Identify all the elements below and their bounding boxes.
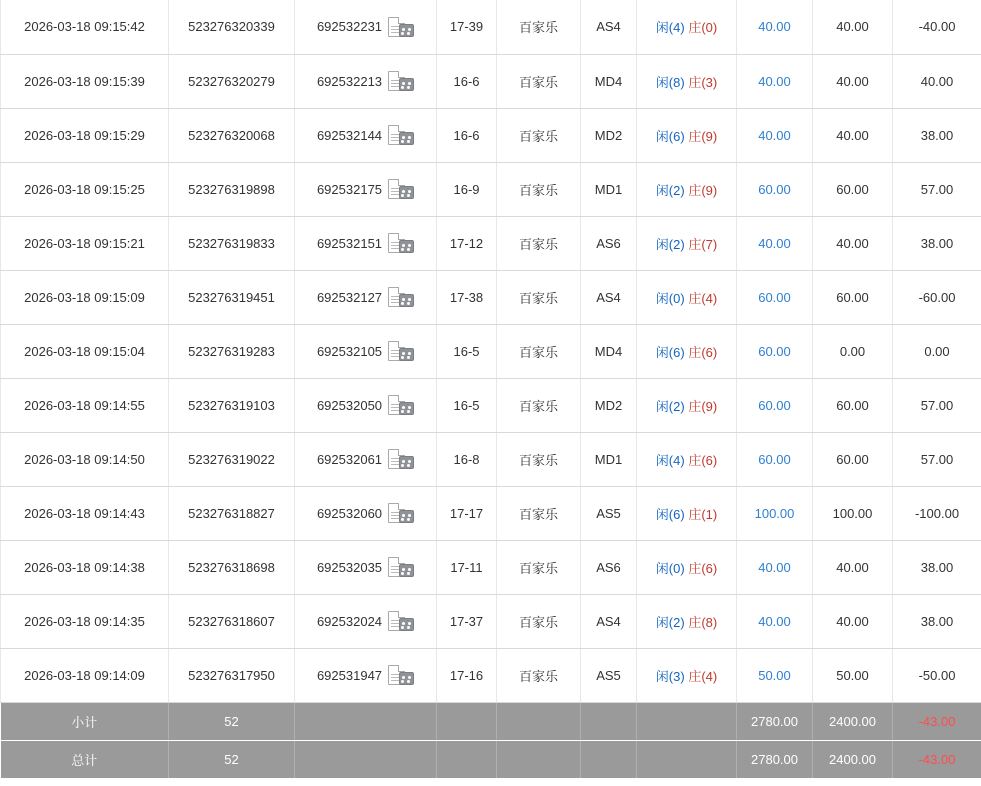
summary-amount: 2780.00	[737, 702, 813, 740]
cell-bet-amount[interactable]	[737, 594, 813, 648]
cell-result-amount: 40.00	[893, 54, 981, 108]
cell-round-no	[295, 0, 437, 54]
round-number: 692532144	[316, 127, 383, 143]
bet-banker-label: 庄(9)	[688, 398, 718, 414]
cell-round-no	[295, 108, 437, 162]
table-row	[1, 216, 981, 270]
summary-result: -43.00	[893, 740, 981, 778]
round-number: 692532151	[316, 235, 383, 251]
cell-bet-detail	[637, 594, 737, 648]
bet-player-label: 闲(0)	[655, 560, 685, 576]
cell-seat-no: 17-37	[437, 594, 497, 648]
bet-player-label: 闲(6)	[655, 506, 685, 522]
bet-banker-label: 庄(6)	[688, 452, 718, 468]
bet-amount-link[interactable]: 40.00	[758, 235, 791, 251]
cell-order-no: 523276319022	[169, 432, 295, 486]
summary-blank-table	[581, 740, 637, 778]
bet-banker-label: 庄(7)	[688, 236, 718, 252]
cell-result-amount: 57.00	[893, 378, 981, 432]
cell-result-amount: 57.00	[893, 432, 981, 486]
cell-bet-amount[interactable]	[737, 648, 813, 702]
bet-player-label: 闲(0)	[655, 290, 685, 306]
cell-game-name: 百家乐	[497, 486, 581, 540]
video-record-icon[interactable]	[388, 503, 414, 523]
cell-game-name: 百家乐	[497, 0, 581, 54]
table-row	[1, 54, 981, 108]
round-number: 692532061	[316, 451, 383, 467]
cell-table-code: AS6	[581, 216, 637, 270]
summary-blank-table	[581, 702, 637, 740]
cell-bet-amount[interactable]	[737, 540, 813, 594]
bet-player-label: 闲(4)	[655, 20, 685, 36]
round-number: 692532035	[316, 559, 383, 575]
cell-bet-time: 2026-03-18 09:15:04	[1, 324, 169, 378]
cell-order-no: 523276319898	[169, 162, 295, 216]
bet-banker-label: 庄(4)	[688, 668, 718, 684]
bet-player-label: 闲(2)	[655, 182, 685, 198]
cell-bet-time: 2026-03-18 09:14:38	[1, 540, 169, 594]
cell-table-code: AS4	[581, 0, 637, 54]
cell-order-no: 523276320339	[169, 0, 295, 54]
video-record-icon[interactable]	[388, 665, 414, 685]
cell-seat-no: 16-5	[437, 378, 497, 432]
round-number: 692532213	[316, 73, 383, 89]
summary-blank-round	[295, 702, 437, 740]
cell-seat-no: 16-9	[437, 162, 497, 216]
table-row	[1, 594, 981, 648]
cell-bet-detail	[637, 108, 737, 162]
cell-round-no	[295, 162, 437, 216]
cell-seat-no: 17-39	[437, 0, 497, 54]
cell-seat-no: 16-5	[437, 324, 497, 378]
video-record-icon[interactable]	[388, 611, 414, 631]
cell-bet-detail	[637, 432, 737, 486]
cell-result-amount: 38.00	[893, 216, 981, 270]
video-record-icon[interactable]	[388, 449, 414, 469]
bet-banker-label: 庄(1)	[688, 506, 718, 522]
cell-game-name: 百家乐	[497, 108, 581, 162]
table-row	[1, 162, 981, 216]
cell-bet-amount[interactable]	[737, 0, 813, 54]
cell-game-name: 百家乐	[497, 216, 581, 270]
cell-bet-detail	[637, 540, 737, 594]
round-number: 692532060	[316, 505, 383, 521]
cell-round-no	[295, 648, 437, 702]
cell-round-no	[295, 432, 437, 486]
table-row	[1, 108, 981, 162]
bet-player-label: 闲(3)	[655, 668, 685, 684]
cell-seat-no: 17-17	[437, 486, 497, 540]
summary-blank-game	[497, 740, 581, 778]
cell-table-code: MD2	[581, 378, 637, 432]
cell-order-no: 523276319833	[169, 216, 295, 270]
cell-bet-amount[interactable]	[737, 324, 813, 378]
bet-player-label: 闲(2)	[655, 614, 685, 630]
summary-row	[1, 702, 981, 740]
bet-banker-label: 庄(0)	[688, 20, 718, 36]
cell-bet-amount[interactable]	[737, 486, 813, 540]
round-number: 692532024	[316, 613, 383, 629]
cell-bet-detail	[637, 270, 737, 324]
video-record-icon[interactable]	[388, 395, 414, 415]
bet-amount-link[interactable]: 40.00	[758, 127, 791, 143]
cell-valid-amount: 40.00	[813, 0, 893, 54]
cell-valid-amount: 100.00	[813, 486, 893, 540]
table-row	[1, 540, 981, 594]
bet-amount-link[interactable]: 60.00	[758, 397, 791, 413]
cell-bet-amount[interactable]	[737, 108, 813, 162]
cell-bet-detail	[637, 486, 737, 540]
cell-valid-amount: 40.00	[813, 216, 893, 270]
summary-amount: 2780.00	[737, 740, 813, 778]
table-row	[1, 486, 981, 540]
cell-game-name: 百家乐	[497, 378, 581, 432]
bet-amount-link[interactable]: 40.00	[758, 613, 791, 629]
video-record-icon[interactable]	[388, 71, 414, 91]
table-row	[1, 378, 981, 432]
cell-game-name: 百家乐	[497, 270, 581, 324]
cell-bet-time: 2026-03-18 09:15:39	[1, 54, 169, 108]
cell-bet-time: 2026-03-18 09:15:21	[1, 216, 169, 270]
bet-player-label: 闲(2)	[655, 398, 685, 414]
cell-result-amount: -60.00	[893, 270, 981, 324]
cell-bet-amount[interactable]	[737, 54, 813, 108]
cell-table-code: MD4	[581, 54, 637, 108]
cell-game-name: 百家乐	[497, 54, 581, 108]
round-number: 692532050	[316, 397, 383, 413]
video-record-icon[interactable]	[388, 125, 414, 145]
summary-blank-seat	[437, 702, 497, 740]
bet-player-label: 闲(2)	[655, 236, 685, 252]
cell-seat-no: 16-6	[437, 54, 497, 108]
cell-bet-time: 2026-03-18 09:15:29	[1, 108, 169, 162]
table-row	[1, 270, 981, 324]
cell-game-name: 百家乐	[497, 648, 581, 702]
cell-round-no	[295, 270, 437, 324]
cell-valid-amount: 40.00	[813, 108, 893, 162]
bet-amount-link[interactable]: 40.00	[758, 19, 791, 35]
cell-round-no	[295, 54, 437, 108]
cell-result-amount: 38.00	[893, 594, 981, 648]
summary-result: -43.00	[893, 702, 981, 740]
cell-seat-no: 17-38	[437, 270, 497, 324]
cell-game-name: 百家乐	[497, 594, 581, 648]
table-row	[1, 324, 981, 378]
cell-seat-no: 17-11	[437, 540, 497, 594]
cell-order-no: 523276317950	[169, 648, 295, 702]
bet-banker-label: 庄(9)	[688, 128, 718, 144]
cell-bet-time: 2026-03-18 09:15:09	[1, 270, 169, 324]
summary-blank-bet	[637, 702, 737, 740]
cell-bet-detail	[637, 324, 737, 378]
cell-bet-amount[interactable]	[737, 432, 813, 486]
cell-bet-detail	[637, 54, 737, 108]
cell-bet-time: 2026-03-18 09:15:25	[1, 162, 169, 216]
bet-amount-link[interactable]: 60.00	[758, 451, 791, 467]
video-record-icon[interactable]	[388, 557, 414, 577]
cell-table-code: AS5	[581, 486, 637, 540]
cell-valid-amount: 60.00	[813, 270, 893, 324]
round-number: 692531947	[316, 667, 383, 683]
cell-order-no: 523276319103	[169, 378, 295, 432]
cell-valid-amount: 60.00	[813, 378, 893, 432]
bet-records-body	[1, 0, 981, 778]
bet-player-label: 闲(6)	[655, 128, 685, 144]
table-row	[1, 432, 981, 486]
video-record-icon[interactable]	[388, 341, 414, 361]
cell-order-no: 523276320279	[169, 54, 295, 108]
bet-amount-link[interactable]: 100.00	[754, 505, 795, 521]
video-record-icon[interactable]	[388, 179, 414, 199]
cell-seat-no: 16-8	[437, 432, 497, 486]
table-row	[1, 0, 981, 54]
bet-amount-link[interactable]: 40.00	[758, 73, 791, 89]
cell-round-no	[295, 540, 437, 594]
bet-banker-label: 庄(6)	[688, 344, 718, 360]
cell-bet-detail	[637, 0, 737, 54]
cell-order-no: 523276320068	[169, 108, 295, 162]
summary-blank-game	[497, 702, 581, 740]
summary-label: 小计	[1, 702, 169, 740]
cell-result-amount: 38.00	[893, 540, 981, 594]
summary-blank-seat	[437, 740, 497, 778]
cell-round-no	[295, 594, 437, 648]
bet-amount-link[interactable]: 40.00	[758, 559, 791, 575]
bet-player-label: 闲(8)	[655, 74, 685, 90]
cell-bet-amount[interactable]	[737, 216, 813, 270]
cell-game-name: 百家乐	[497, 432, 581, 486]
cell-result-amount: 0.00	[893, 324, 981, 378]
cell-round-no	[295, 216, 437, 270]
cell-order-no: 523276319283	[169, 324, 295, 378]
cell-game-name: 百家乐	[497, 324, 581, 378]
bet-amount-link[interactable]: 60.00	[758, 343, 791, 359]
cell-result-amount: -40.00	[893, 0, 981, 54]
cell-result-amount: 38.00	[893, 108, 981, 162]
summary-count: 52	[169, 740, 295, 778]
cell-table-code: AS4	[581, 594, 637, 648]
cell-table-code: AS4	[581, 270, 637, 324]
cell-result-amount: -100.00	[893, 486, 981, 540]
round-number: 692532231	[316, 19, 383, 35]
summary-valid: 2400.00	[813, 702, 893, 740]
round-number: 692532105	[316, 343, 383, 359]
cell-order-no: 523276319451	[169, 270, 295, 324]
bet-amount-link[interactable]: 50.00	[758, 667, 791, 683]
cell-bet-time: 2026-03-18 09:14:09	[1, 648, 169, 702]
video-record-icon[interactable]	[388, 233, 414, 253]
cell-valid-amount: 60.00	[813, 432, 893, 486]
cell-bet-time: 2026-03-18 09:15:42	[1, 0, 169, 54]
cell-order-no: 523276318698	[169, 540, 295, 594]
cell-bet-time: 2026-03-18 09:14:55	[1, 378, 169, 432]
cell-result-amount: 57.00	[893, 162, 981, 216]
cell-valid-amount: 60.00	[813, 162, 893, 216]
cell-bet-time: 2026-03-18 09:14:35	[1, 594, 169, 648]
bet-player-label: 闲(6)	[655, 344, 685, 360]
cell-valid-amount: 40.00	[813, 594, 893, 648]
cell-game-name: 百家乐	[497, 540, 581, 594]
cell-result-amount: -50.00	[893, 648, 981, 702]
bet-amount-link[interactable]: 60.00	[758, 181, 791, 197]
bet-player-label: 闲(4)	[655, 452, 685, 468]
cell-bet-detail	[637, 216, 737, 270]
bet-banker-label: 庄(3)	[688, 74, 718, 90]
cell-order-no: 523276318827	[169, 486, 295, 540]
cell-bet-amount[interactable]	[737, 378, 813, 432]
cell-seat-no: 17-12	[437, 216, 497, 270]
video-record-icon[interactable]	[388, 287, 414, 307]
summary-valid: 2400.00	[813, 740, 893, 778]
cell-bet-detail	[637, 648, 737, 702]
cell-valid-amount: 40.00	[813, 540, 893, 594]
cell-table-code: MD1	[581, 162, 637, 216]
bet-amount-link[interactable]: 60.00	[758, 289, 791, 305]
cell-seat-no: 17-16	[437, 648, 497, 702]
video-record-icon[interactable]	[388, 17, 414, 37]
round-number: 692532175	[316, 181, 383, 197]
summary-blank-bet	[637, 740, 737, 778]
cell-round-no	[295, 486, 437, 540]
cell-valid-amount: 0.00	[813, 324, 893, 378]
cell-round-no	[295, 378, 437, 432]
summary-count: 52	[169, 702, 295, 740]
cell-table-code: AS5	[581, 648, 637, 702]
cell-valid-amount: 40.00	[813, 54, 893, 108]
summary-row	[1, 740, 981, 778]
bet-banker-label: 庄(6)	[688, 560, 718, 576]
cell-bet-time: 2026-03-18 09:14:50	[1, 432, 169, 486]
cell-table-code: AS6	[581, 540, 637, 594]
cell-bet-time: 2026-03-18 09:14:43	[1, 486, 169, 540]
cell-seat-no: 16-6	[437, 108, 497, 162]
cell-bet-amount[interactable]	[737, 162, 813, 216]
cell-table-code: MD4	[581, 324, 637, 378]
bet-banker-label: 庄(8)	[688, 614, 718, 630]
bet-banker-label: 庄(4)	[688, 290, 718, 306]
cell-bet-detail	[637, 162, 737, 216]
table-row	[1, 648, 981, 702]
cell-order-no: 523276318607	[169, 594, 295, 648]
summary-blank-round	[295, 740, 437, 778]
cell-round-no	[295, 324, 437, 378]
cell-table-code: MD1	[581, 432, 637, 486]
cell-bet-detail	[637, 378, 737, 432]
round-number: 692532127	[316, 289, 383, 305]
cell-game-name: 百家乐	[497, 162, 581, 216]
summary-label: 总计	[1, 740, 169, 778]
cell-table-code: MD2	[581, 108, 637, 162]
cell-valid-amount: 50.00	[813, 648, 893, 702]
cell-bet-amount[interactable]	[737, 270, 813, 324]
bet-banker-label: 庄(9)	[688, 182, 718, 198]
